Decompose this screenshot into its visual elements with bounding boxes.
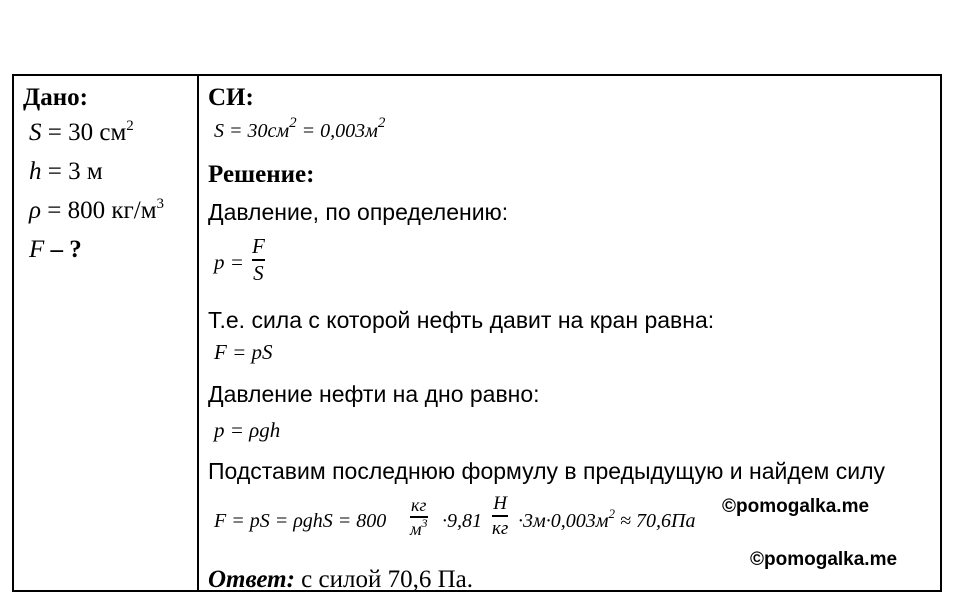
fraction-f-over-s: F S <box>252 234 265 285</box>
fraction-bar <box>492 515 508 517</box>
calc-part-b: ·9,81 <box>442 510 482 532</box>
watermark-upper: ©pomogalka.me <box>722 496 870 517</box>
formula-rho-g-h: p = ρgh <box>214 418 281 442</box>
text-bottom-pressure: Давление нефти на дно равно: <box>208 381 540 407</box>
calc-part-a: F = pS = ρghS = 800 <box>214 510 387 532</box>
given-density: ρ = 800 $кг/м^3$ <box>29 196 165 224</box>
given-height: h = 3 м <box>29 158 103 185</box>
answer-line: Ответ: с силой 70,6 Па. <box>208 566 473 593</box>
solution-header: Решение: <box>208 161 315 188</box>
column-divider <box>197 74 199 592</box>
calc-part-c: $\cdot 3м\cdot 0,003м^2 \approx 70,6Па$ <box>518 506 696 532</box>
formula-f-eq: F = pS <box>214 340 273 364</box>
given-area: S = 30 $см^2$ <box>29 118 134 146</box>
text-pressure-definition: Давление, по определению: <box>208 199 509 225</box>
text-force-intro: Т.е. сила с которой нефть давит на кран равна: <box>208 307 715 333</box>
si-header: СИ: <box>208 84 254 111</box>
formula-p-eq: p = <box>214 250 244 274</box>
fraction-kg-m3: кг $м^3$ <box>410 495 428 539</box>
text-substitute: Подставим последнюю формулу в предыдущую и найдем силу <box>208 458 886 484</box>
fraction-n-kg: Н кг <box>492 493 509 539</box>
given-unknown: F – ? <box>29 236 82 263</box>
si-conversion: $S = 30см^2 = 0,003м^2$ <box>214 115 386 142</box>
watermark-lower: ©pomogalka.me <box>750 549 898 570</box>
given-header: Дано: <box>23 84 88 111</box>
